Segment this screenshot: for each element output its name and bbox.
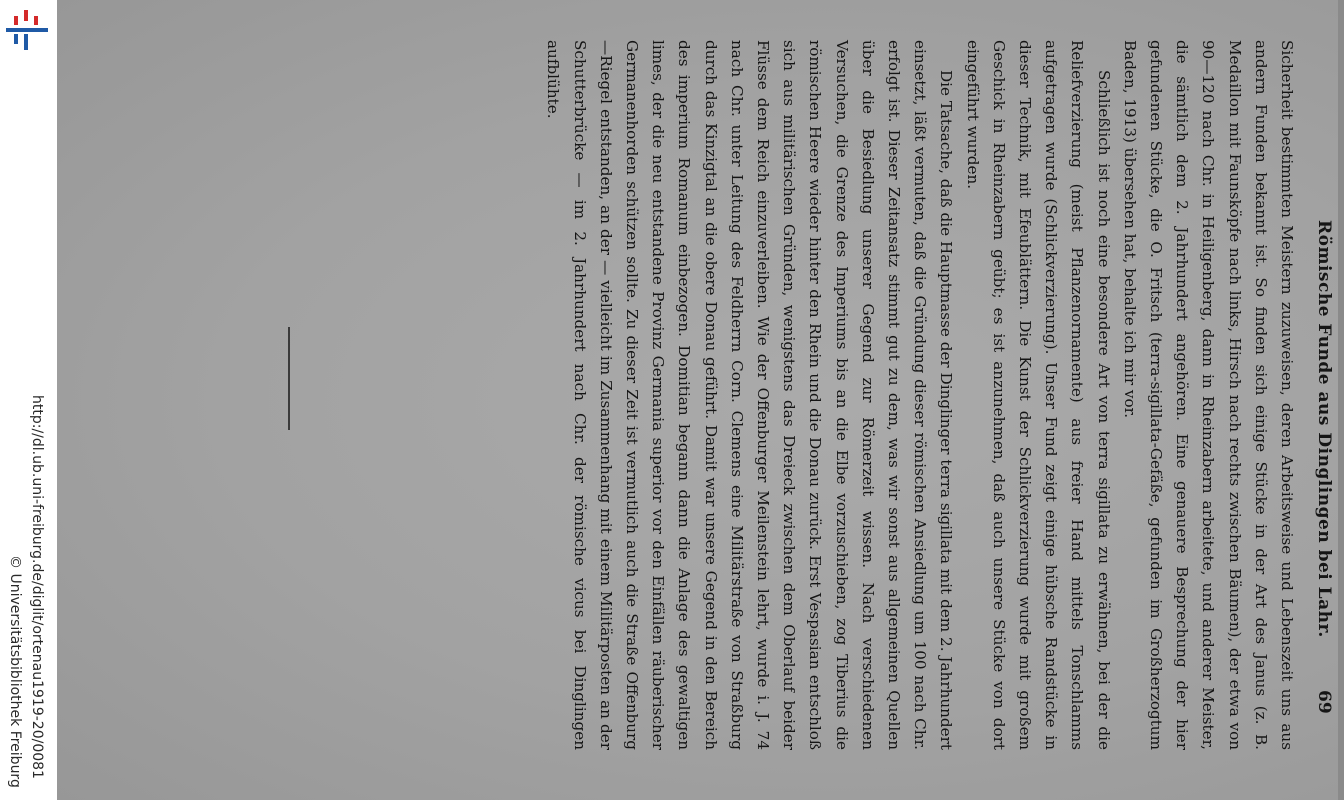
section-separator-line	[288, 327, 290, 430]
copyright-notice: © Universitätsbibliothek Freiburg	[7, 555, 23, 788]
side-margin	[0, 0, 57, 800]
page-content-rotated	[57, 0, 1344, 800]
body-text	[540, 40, 1300, 750]
running-head	[1310, 0, 1334, 800]
source-url[interactable]: http://dl.ub.uni-freiburg.de/diglit/ortenau1919-20/0081	[29, 395, 45, 779]
paragraph: Sicherheit bestimmten Meistern zuzuweisen, deren Arbeitsweise und Lebenszeit uns aus andern Funden bekannt ist. So finden sich einige Stücke in der Art des Janus (z. B. Medaillon mit Faunsköpfe nach links, Hirsch nach rechts zwischen Bäumen), der etwa von 90—120 nach Chr. in Heiligenberg, dann in Rheinzabern arbeitete, und anderer Meister, die sämtlich dem 2. Jahrhundert angehören. Eine genauere Besprechung der hier gefundenen Stücke, die O. Fritsch (terra-sigillata-Gefäße, gefunden im Großherzogtum Baden, 1913) übersehen hat, behalte ich mir vor.	[1120, 40, 1296, 750]
scanned-page	[57, 0, 1344, 800]
side-credits	[0, 0, 57, 800]
paragraph: Die Tatsache, daß die Hauptmasse der Dinglinger terra sigillata mit dem 2. Jahrhundert einsetzt, läßt vermuten, daß die Gründung dieser römischen Ansiedlung um 100 nach Chr. erfolgt ist. Dieser Zeitansatz stimmt gut zu dem, was wir sonst aus allgemeinen Quellen über die Besiedlung unserer Gegend zur Römerzeit wissen. Nach verschiedenen Versuchen, die Grenze des Imperiums bis an die Elbe vorzuschieben, zog Tiberius die römischen Heere wieder hinter den Rhein und die Donau zurück. Erst Vespasian entschloß sich aus militärischen Gründen, wenigstens das Dreieck zwischen dem Oberlauf beider Flüsse dem Reich einzuverleiben. Wie der Offenburger Meilenstein lehrt, wurde i. J. 74 nach Chr. unter Leitung des Feldherrn Corn. Clemens eine Militärstraße von Straßburg durch das Kinzigtal an die obere Donau geführt. Damit war unsere Gegend in den Bereich des imperium Romanum einbezogen. Domitian begann dann die Anlage des gewaltigen limes, der die neu entstandene Provinz Germania superior vor den Einfällen räuberischer Germanenhorden schützen sollte. Zu dieser Zeit ist vermutlich auch die Straße Offenburg—Riegel entstanden, an der — vielleicht im Zusammenhang mit einem Militärposten an der Schutterbrücke — im 2. Jahrhundert nach Chr. der römische vicus bei Dinglingen aufblühte.	[544, 40, 956, 750]
running-title: Römische Funde aus Dinglingen bei Lahr.	[1314, 220, 1334, 638]
page-number: 69	[1314, 690, 1334, 714]
paragraph: Schließlich ist noch eine besondere Art von terra sigillata zu erwähnen, bei der die Reliefverzierung (meist Pflanzenornamente) aus freier Hand mittels Tonschlamms aufgetragen wurde (Schlickverzierung). Unser Fund zeigt einige hübsche Randstücke in dieser Technik, mit Efeublättern. Die Kunst der Schlickverzierung wurde mit großem Geschick in Rheinzabern geübt; es ist anzunehmen, daß auch unsere Stücke von dort eingeführt wurden.	[963, 40, 1113, 750]
